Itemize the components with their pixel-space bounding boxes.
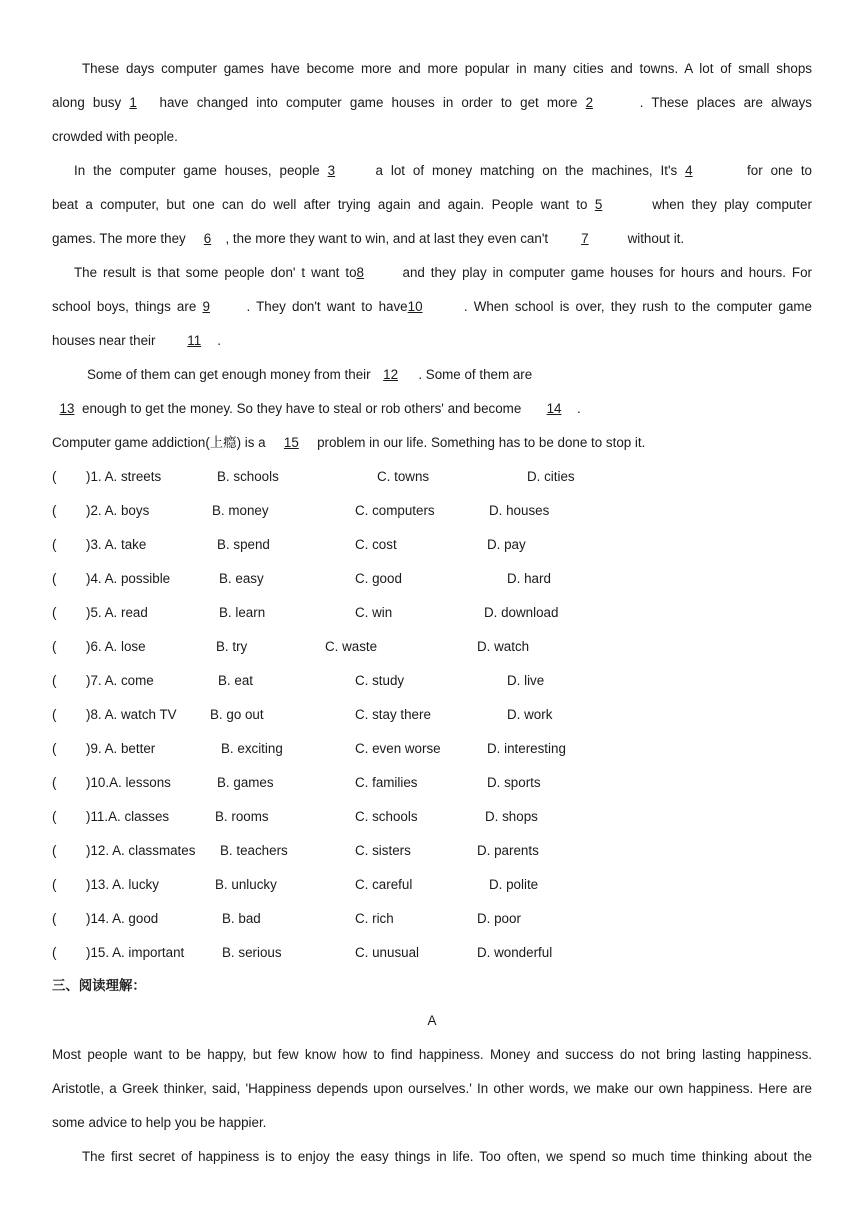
passage-line — [52, 426, 645, 460]
passage-text: beat a computer, but one can do well after trying again and again. People want to — [52, 197, 588, 212]
blank-1[interactable]: 1 — [129, 95, 137, 110]
passage-line: These days computer games have become more and more popular in many cities and towns. A lot of small shops — [82, 61, 812, 76]
blank-8[interactable]: 8 — [356, 265, 364, 280]
question-option-c: C. careful — [355, 877, 413, 892]
question-option-b: B. teachers — [220, 843, 288, 858]
question-option-d: D. hard — [507, 571, 551, 586]
blank-6[interactable]: 6 — [203, 231, 212, 246]
passage-text: , the more they want to win, and at last they even can't — [225, 231, 549, 246]
answer-paren-open[interactable]: ( — [52, 741, 57, 756]
passage-text: . These places are always — [639, 95, 812, 110]
question-option-d: D. interesting — [487, 741, 566, 756]
question-option-c: C. unusual — [355, 945, 420, 960]
passage-text: enough to get the money. So they have to steal or rob others' and become — [82, 401, 522, 416]
question-option-c: C. sisters — [355, 843, 411, 858]
question-option-b: B. serious — [222, 945, 282, 960]
question-option-a: 7. A. come — [90, 673, 154, 688]
question-option-c: C. families — [355, 775, 418, 790]
subsection-title: A — [427, 1013, 437, 1028]
passage-line — [52, 290, 812, 324]
question-option-a: 8. A. watch TV — [90, 707, 177, 722]
answer-paren-close: ) — [86, 877, 91, 892]
passage-text-cn: 上瘾 — [209, 436, 237, 451]
passage-text: have changed into computer game houses in order to get more — [159, 95, 578, 110]
question-option-d: D. poor — [477, 911, 521, 926]
passage-line — [52, 256, 812, 290]
question-option-a: 10.A. lessons — [90, 775, 171, 790]
blank-3[interactable]: 3 — [327, 163, 336, 178]
answer-paren-close: ) — [86, 843, 91, 858]
passage-line: some advice to help you be happier. — [52, 1115, 267, 1130]
answer-paren-close: ) — [86, 911, 91, 926]
answer-paren-close: ) — [86, 707, 91, 722]
passage-text: . When school is over, they rush to the computer game — [463, 299, 812, 314]
question-option-a: 4. A. possible — [90, 571, 171, 586]
question-row — [52, 664, 812, 698]
question-option-d: D. polite — [489, 877, 539, 892]
question-option-a: 9. A. better — [90, 741, 156, 756]
question-option-b: B. go out — [210, 707, 264, 722]
passage-text: . Some of them are — [418, 367, 533, 382]
question-option-d: D. sports — [487, 775, 541, 790]
question-row — [52, 800, 812, 834]
answer-paren-open[interactable]: ( — [52, 469, 57, 484]
passage-text: and they play in computer game houses for hours and hours. For — [402, 265, 812, 280]
blank-7[interactable]: 7 — [581, 231, 589, 246]
passage-text: The result is that some people don' t want to — [74, 265, 357, 280]
passage-text: along busy — [52, 95, 122, 110]
question-option-d: D. live — [507, 673, 545, 688]
answer-paren-open[interactable]: ( — [52, 503, 57, 518]
passage-line — [52, 188, 812, 222]
question-option-c: C. towns — [377, 469, 430, 484]
answer-paren-open[interactable]: ( — [52, 911, 57, 926]
question-option-d: D. shops — [485, 809, 538, 824]
question-option-c: C. stay there — [355, 707, 431, 722]
passage-text: school boys, things are — [52, 299, 197, 314]
question-option-b: B. bad — [222, 911, 261, 926]
passage-text: a lot of money matching on the machines, It's — [375, 163, 678, 178]
question-row — [52, 834, 812, 868]
passage-line — [52, 324, 221, 358]
question-row — [52, 698, 812, 732]
question-option-a: 1. A. streets — [90, 469, 162, 484]
question-option-d: D. cities — [527, 469, 575, 484]
passage-line: crowded with people. — [52, 129, 178, 144]
question-option-b: B. eat — [218, 673, 253, 688]
answer-paren-open[interactable]: ( — [52, 639, 57, 654]
question-option-b: B. schools — [217, 469, 279, 484]
blank-12[interactable]: 12 — [383, 367, 399, 382]
question-row — [52, 766, 812, 800]
question-row — [52, 902, 812, 936]
question-row — [52, 630, 812, 664]
question-option-b: B. try — [216, 639, 248, 654]
passage-line — [52, 358, 532, 392]
question-option-a: 3. A. take — [90, 537, 147, 552]
question-option-b: B. unlucky — [215, 877, 277, 892]
question-row — [52, 868, 812, 902]
passage-text: . They don't want to have — [246, 299, 408, 314]
blank-2[interactable]: 2 — [585, 95, 594, 110]
passage-text: . — [217, 333, 221, 348]
question-option-c: C. computers — [355, 503, 435, 518]
passage-text: houses near their — [52, 333, 156, 348]
answer-paren-close: ) — [86, 639, 91, 654]
answer-paren-close: ) — [86, 673, 91, 688]
answer-paren-open[interactable]: ( — [52, 605, 57, 620]
answer-paren-close: ) — [86, 945, 91, 960]
passage-text: ) is a — [236, 435, 266, 450]
passage-line — [52, 86, 812, 120]
answer-paren-open[interactable]: ( — [52, 843, 57, 858]
question-option-d: D. wonderful — [477, 945, 553, 960]
question-option-c: C. good — [355, 571, 402, 586]
passage-text: . — [577, 401, 581, 416]
question-option-c: C. waste — [325, 639, 378, 654]
question-option-a: 12. A. classmates — [90, 843, 196, 858]
answer-paren-open[interactable]: ( — [52, 775, 57, 790]
question-option-b: B. learn — [219, 605, 266, 620]
question-option-a: 13. A. lucky — [90, 877, 159, 892]
question-option-a: 2. A. boys — [90, 503, 150, 518]
answer-paren-close: ) — [86, 503, 91, 518]
passage-line — [52, 392, 581, 426]
question-option-b: B. easy — [219, 571, 264, 586]
question-row — [52, 596, 812, 630]
question-option-a: 5. A. read — [90, 605, 148, 620]
passage-line: Aristotle, a Greek thinker, said, 'Happiness depends upon ourselves.' In other words, we make our own happiness. Here are — [52, 1081, 812, 1096]
passage-line: Most people want to be happy, but few know how to find happiness. Money and success do not bring lasting happiness. — [52, 1047, 812, 1062]
answer-paren-open[interactable]: ( — [52, 945, 57, 960]
question-option-c: C. even worse — [355, 741, 441, 756]
passage-text: games. The more they — [52, 231, 186, 246]
blank-13[interactable]: 13 — [59, 401, 75, 416]
question-row — [52, 528, 812, 562]
passage-text: when they play computer — [652, 197, 812, 212]
question-option-b: B. exciting — [221, 741, 283, 756]
passage-text: problem in our life. Something has to be done to stop it. — [317, 435, 646, 450]
answer-paren-close: ) — [86, 809, 91, 824]
answer-paren-open[interactable]: ( — [52, 877, 57, 892]
answer-paren-close: ) — [86, 605, 91, 620]
question-row — [52, 732, 812, 766]
question-option-b: B. spend — [217, 537, 270, 552]
blank-15[interactable]: 15 — [283, 435, 299, 450]
passage-text: Computer game addiction( — [52, 435, 210, 450]
passage-line — [52, 222, 684, 256]
question-option-d: D. pay — [487, 537, 526, 552]
question-row — [52, 460, 812, 494]
question-option-c: C. schools — [355, 809, 418, 824]
answer-paren-close: ) — [86, 537, 91, 552]
passage-text: for one to — [747, 163, 812, 178]
question-option-d: D. parents — [477, 843, 539, 858]
answer-paren-open[interactable]: ( — [52, 537, 57, 552]
passage-line — [52, 154, 812, 188]
question-option-d: D. work — [507, 707, 553, 722]
question-option-d: D. houses — [489, 503, 550, 518]
question-option-c: C. win — [355, 605, 393, 620]
passage-line: The first secret of happiness is to enjoy the easy things in life. Too often, we spend so much time thinking about the — [82, 1149, 812, 1164]
section-heading: 三、阅读理解： — [52, 979, 146, 994]
answer-paren-close: ) — [86, 775, 91, 790]
question-option-a: 14. A. good — [90, 911, 159, 926]
answer-paren-close: ) — [86, 571, 91, 586]
answer-paren-open[interactable]: ( — [52, 809, 57, 824]
blank-5[interactable]: 5 — [594, 197, 603, 212]
blank-14[interactable]: 14 — [546, 401, 562, 416]
question-row — [52, 494, 812, 528]
question-option-d: D. watch — [477, 639, 530, 654]
question-option-d: D. download — [484, 605, 559, 620]
blank-4[interactable]: 4 — [685, 163, 693, 178]
passage-text: Some of them can get enough money from their — [87, 367, 371, 382]
question-option-b: B. rooms — [215, 809, 269, 824]
question-option-a: 11.A. classes — [90, 809, 170, 824]
answer-paren-open[interactable]: ( — [52, 673, 57, 688]
question-option-a: 15. A. important — [90, 945, 185, 960]
question-row — [52, 562, 812, 596]
answer-paren-close: ) — [86, 741, 91, 756]
question-row — [52, 936, 812, 970]
question-option-b: B. money — [212, 503, 269, 518]
question-option-c: C. rich — [355, 911, 394, 926]
blank-11[interactable]: 11 — [187, 333, 202, 348]
blank-9[interactable]: 9 — [202, 299, 210, 314]
answer-paren-open[interactable]: ( — [52, 707, 57, 722]
question-option-c: C. study — [355, 673, 405, 688]
question-option-c: C. cost — [355, 537, 397, 552]
answer-paren-open[interactable]: ( — [52, 571, 57, 586]
blank-10[interactable]: 10 — [407, 299, 423, 314]
question-option-a: 6. A. lose — [90, 639, 146, 654]
passage-text: without it. — [627, 231, 685, 246]
passage-text: In the computer game houses, people — [74, 163, 320, 178]
answer-paren-close: ) — [86, 469, 91, 484]
question-option-b: B. games — [217, 775, 274, 790]
